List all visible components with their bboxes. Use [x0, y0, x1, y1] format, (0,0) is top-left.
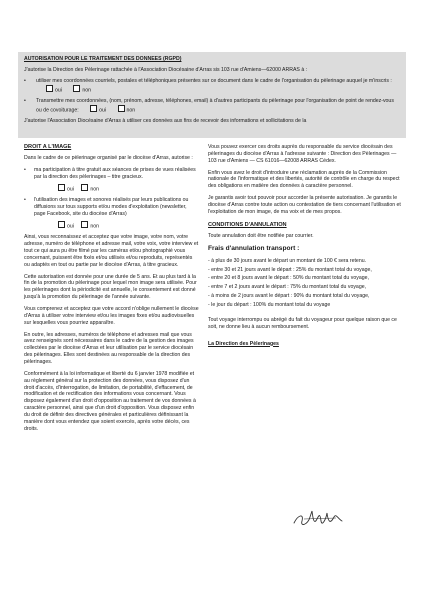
fee-item: - entre 20 et 8 jours avant le départ : 50% du montant total du voyage, — [208, 275, 369, 282]
fee-item: - le jour du départ : 100% du montant total du voyage — [208, 301, 331, 308]
image-bullet-1-text: ma participation à titre gratuit aux séances de prises de vues réalisées par la direction des pèlerinages – titre gracieux. — [34, 167, 196, 181]
oui-label: oui — [67, 186, 74, 193]
non-label: non — [82, 87, 92, 94]
right-column — [208, 144, 404, 347]
cnil-para: Enfin vous avez le droit d'introduire une réclamation auprès de la Commission nationale de l'informatique et des libertés, autorité de contrôle en charge du respect des obligations en matière des données à caractère personnel. — [208, 169, 400, 190]
checkbox-oui-3[interactable] — [58, 184, 65, 191]
fee-item: - entre 30 et 21 jours avant le départ : 25% du montant total du voyage, — [208, 266, 372, 273]
rgpd-outro: J'autorise l'Association Diocésaine d'Arras à utiliser ces données aux fins de recevoir des informations et sollicitations de la — [24, 118, 307, 125]
image-rights-title: DROIT A L'IMAGE — [24, 144, 72, 150]
image-rights-para-4: En outre, les adresses, numéros de téléphone et adresses mail que vous avez renseignés sont nécessaires dans le cadre de la gestion des images collectées par le diocèse d'Arras et leur utilisation par le service diocésain des pèlerinages. Elles sont destinées au responsable de la direction des pèlerinages. — [24, 331, 194, 365]
non-label: non — [126, 107, 136, 114]
image-bullet-2-checks — [58, 221, 199, 230]
checkbox-non-3[interactable] — [81, 184, 88, 191]
fee-item: - entre 7 et 2 jours avant le départ : 75% du montant total du voyage, — [208, 284, 367, 291]
bullet-icon: • — [24, 97, 26, 104]
checkbox-non-4[interactable] — [81, 221, 88, 228]
cancellation-outro: Tout voyage interrompu ou abrégé du fait du voyageur pour quelque raison que ce soit, ne donne lieu à aucun remboursement. — [208, 316, 397, 330]
fee-item: - à plus de 30 jours avant le départ un montant de 100 € sera retenu. — [208, 257, 367, 264]
oui-label: oui — [67, 223, 74, 230]
cancellation-intro: Toute annulation doit être notifiée par courrier. — [208, 233, 314, 240]
direction-signature-label: La Direction des Pèlerinages — [208, 340, 279, 347]
image-rights-intro: Dans le cadre de ce pèlerinage organisé par le diocèse d'Arras, autorise : — [24, 155, 193, 162]
handwritten-signature-icon — [290, 505, 350, 531]
image-bullet-1-checks — [58, 184, 199, 193]
image-rights-para-2: Cette autorisation est donnée pour une durée de 5 ans. Et au plus tard à la fin de la promotion du pèlerinage pour lequel mon image sera utilisée. Pour les pèlerinages dont la périodicité est annuelle, le consentement est donné jusqu'à la promotion du pèlerinage de l'année suivante. — [24, 273, 197, 301]
image-bullet-2 — [24, 197, 199, 218]
rgpd-section — [18, 52, 406, 138]
bullet-icon: • — [24, 77, 26, 84]
rgpd-title: AUTORISATION POUR LE TRAITEMENT DES DONNEES (RGPD) — [24, 56, 182, 62]
checkbox-oui-1[interactable] — [46, 85, 53, 92]
image-rights-para-5: Conformément à la loi informatique et liberté du 6 janvier 1978 modifiée et au règlement général sur la protection des données, vous disposez d'un droit d'accès, d'interrogation, de limitation, de portabilité, d'effacement, de modification et de rectification des informations vous concernant. Vous disposez également d'un droit d'opposition au traitement de vos données à caractère personnel, ainsi que d'un droit d'opposition. Vous disposez enfin du droit de définir des directives générales et particulières définissant la manière dont vous entendez que soient exercés, après votre décès, ces droits. — [24, 370, 196, 432]
checkbox-oui-2[interactable] — [90, 105, 97, 112]
rgpd-item-2-text: Transmettre mes coordonnées, (nom, prénom, adresse, téléphones, email) à d'autres participants du pèlerinage pour l'organisation de point de rendez-vous ou de covoiturage: — [36, 97, 394, 114]
non-label: non — [90, 186, 100, 193]
rights-contact-para: Vous pouvez exercer ces droits auprès du responsable du service diocésain des pèlerinages du diocèse d'Arras à l'adresse suivante : Direction des Pèlerinages — 103 rue d'Amiens — CS 61016—62008 ARRAS Cédex. — [208, 144, 397, 164]
oui-label: oui — [99, 107, 107, 114]
rgpd-intro: J'autorise la Direction des Pèlerinage rattachée à l'Association Diocésaine d'Arras sis 103 rue d'Amiens—62000 ARRAS à : — [24, 66, 308, 73]
image-rights-para-1: Ainsi, vous reconnaissez et acceptez que votre image, votre nom, votre adresse, numéro de téléphone et adresse mail, votre voix, votre interview et tout ce qui aura pu être filmé par les caméras et/ou photographié vous concernant, puissent être fixés et/ou utilisés et/ou reproduits, représentés ou adaptés en tout ou partie par le diocèse d'Arras, à titre gracieux. — [24, 234, 199, 268]
bullet-icon: • — [24, 167, 26, 174]
cancellation-fees-title: Frais d'annulation transport : — [208, 244, 300, 252]
image-rights-para-3: Vous comprenez et acceptez que votre accord n'oblige nullement le diocèse d'Arras à utiliser votre interview et/ou les images fixes et/ou audiovisuelles sur lesquelles vous pourriez apparaître. — [24, 305, 199, 326]
cancellation-title: CONDITIONS D'ANNULATION — [208, 221, 287, 228]
image-rights-column — [24, 144, 199, 438]
rgpd-item-1-text: utiliser mes coordonnées courriels, postales et téléphoniques présentes sur ce document dans le cadre de l'organisation du pèlerinage auquel je m'inscris : — [36, 77, 392, 84]
oui-label: oui — [55, 87, 62, 94]
checkbox-non-1[interactable] — [73, 85, 80, 92]
image-bullet-2-text: l'utilisation des images et sonores réalisés par leurs publications ou diffusions sur tous supports et/ou modes d'exploitation (newsletter, page Facebook, site du diocèse d'Arras) — [34, 197, 189, 218]
fee-item: - à moins de 2 jours avant le départ : 90% du montant total du voyage, — [208, 293, 370, 300]
cancellation-fees-list — [208, 258, 404, 309]
checkbox-oui-4[interactable] — [58, 221, 65, 228]
rgpd-item-1 — [24, 78, 400, 94]
checkbox-non-2[interactable] — [118, 105, 125, 112]
bullet-icon: • — [24, 197, 26, 204]
image-bullet-1 — [24, 167, 199, 181]
rgpd-item-2 — [24, 98, 400, 114]
guarantee-para: Je garantis avoir tout pouvoir pour accorder la présente autorisation. Je garantis le diocèse d'Arras contre toute action ou contestation de tiers concernant l'utilisation et l'exploitation de mon image, de ma voix et de mes propos. — [208, 195, 401, 215]
non-label: non — [90, 223, 100, 230]
